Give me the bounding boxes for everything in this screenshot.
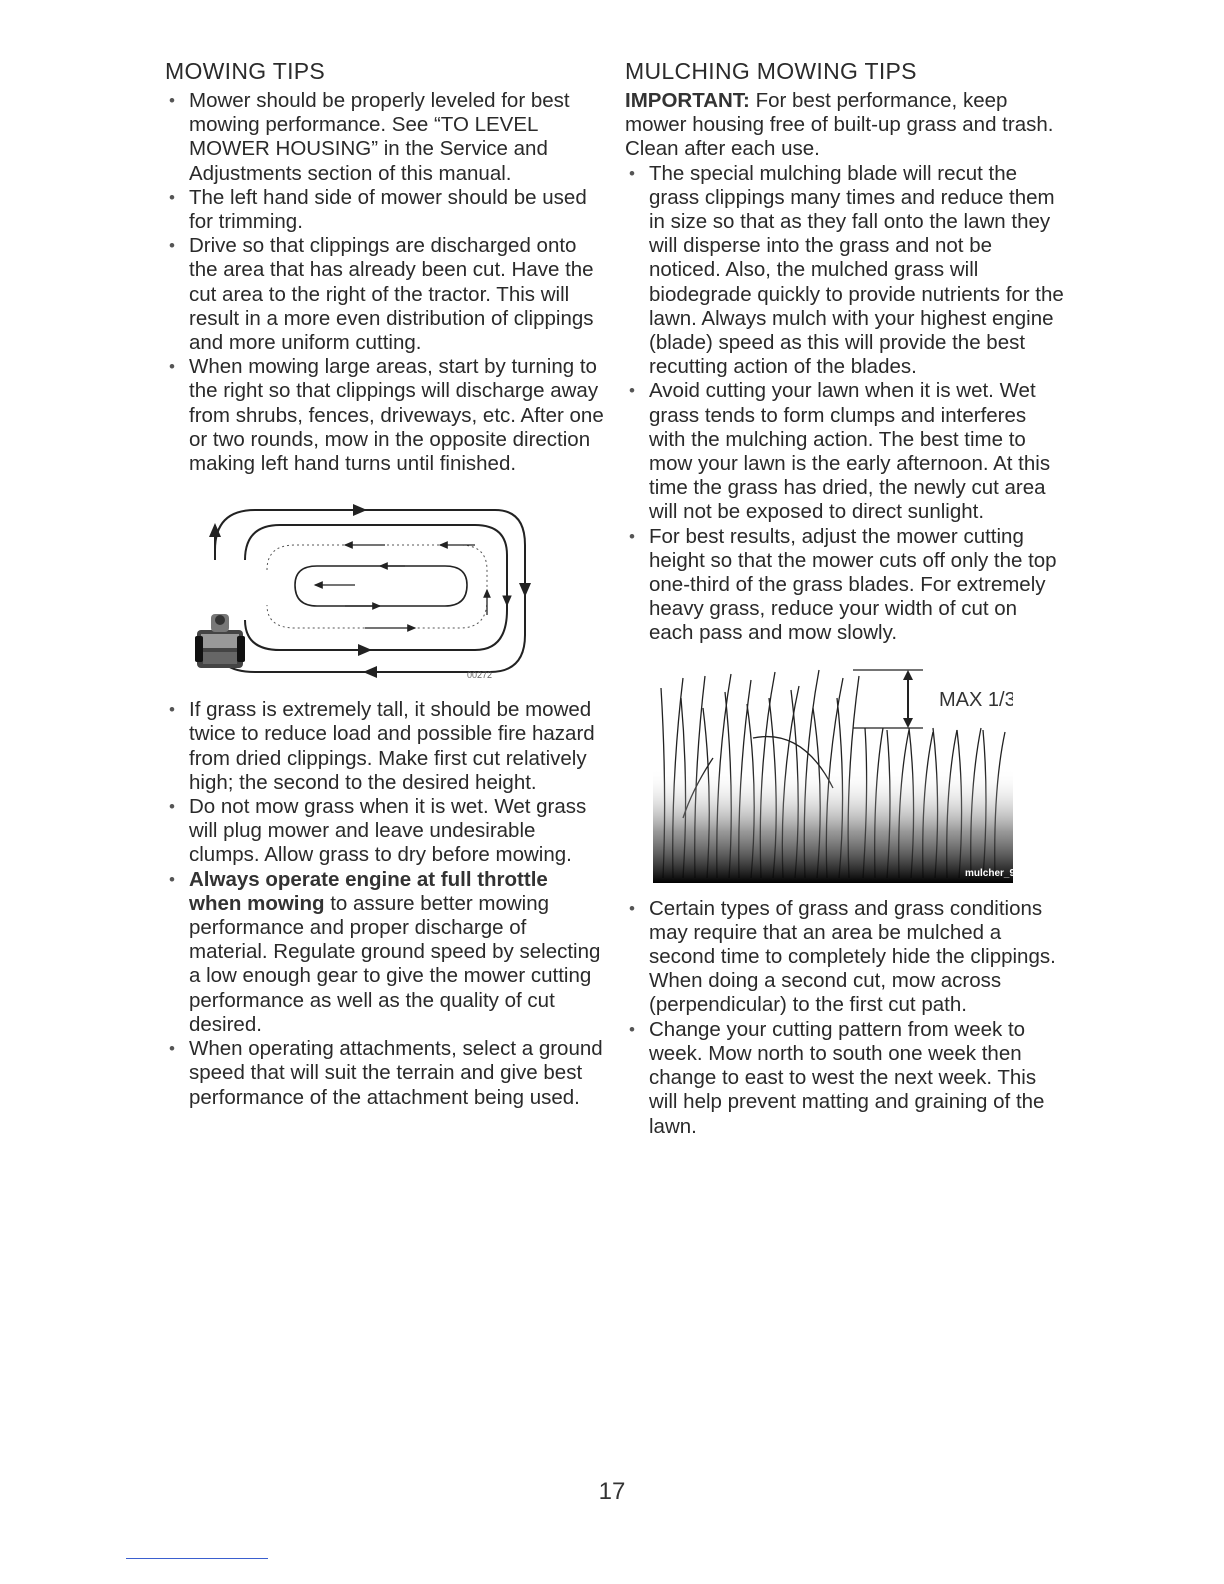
left-column: [165, 58, 605, 1110]
list-item: [165, 868, 605, 1037]
throttle-bold-text: Always operate engine at full throttle when mowing: [189, 867, 548, 915]
ground-shade: [653, 768, 1013, 883]
mowing-tips-heading: MOWING TIPS: [165, 58, 326, 84]
list-item: • Mower should be properly leveled for best mowing performance. See “TO LEVEL MOWER HOUSING” in the Service and Adjustments section of this manual.: [165, 89, 605, 186]
figure-code: 00272: [467, 670, 493, 681]
mulching-tips-list-2: [625, 897, 1065, 1139]
list-item: • When operating attachments, select a ground speed that will suit the terrain and give best performance of the attachment being used.: [165, 1037, 605, 1110]
page-number: 17: [598, 1478, 626, 1505]
mowing-pattern-diagram: [195, 500, 535, 680]
right-column: [625, 58, 1065, 1139]
mowing-pattern-figure: [195, 500, 535, 680]
mowing-tips-list-2: [165, 698, 605, 1109]
list-item: • Avoid cutting your lawn when it is wet. Wet grass tends to form clumps and interferes with the mulching action. The best time to mow your lawn is the early afternoon. At this time the grass has dried, the newly cut area will not be exposed to direct sunlight.: [625, 379, 1065, 524]
list-item: • When mowing large areas, start by turning to the right so that clippings will discharge away from shrubs, fences, driveways, etc. After one or two rounds, mow in the opposite direction making left hand turns until finished.: [165, 355, 605, 476]
grass-diagram: [653, 668, 1013, 883]
max-label: MAX 1/3: [939, 688, 1013, 711]
figure-code: mulcher_9: [965, 867, 1013, 879]
list-item: • Change your cutting pattern from week to week. Mow north to south one week then change to east to west the next week. This will help prevent matting and graining of the lawn.: [625, 1018, 1065, 1139]
inner-path: [295, 566, 467, 606]
list-item: • The special mulching blade will recut the grass clippings many times and reduce them in size so that as they fall onto the lawn they will disperse into the grass and not be noticed. Also, the mulched grass will biodegrade quickly to provide nutrients for the lawn. Always mulch with your highest engine (blade) speed as this will provide the best recutting action of the blades.: [625, 162, 1065, 380]
list-item: • The left hand side of mower should be used for trimming.: [165, 186, 605, 234]
list-item: • Certain types of grass and grass conditions may require that an area be mulched a second time to completely hide the clippings. When doing a second cut, mow across (perpendicular) to the first cut path.: [625, 897, 1065, 1018]
list-item: • For best results, adjust the mower cutting height so that the mower cuts off only the top one-third of the grass blades. For extremely heavy grass, reduce your width of cut on each pass and mow slowly.: [625, 525, 1065, 646]
mowing-tips-list: [165, 89, 605, 476]
footer-rule: [126, 1558, 268, 1559]
important-text: For best performance, keep mower housing free of built-up grass and trash. Clean after each use.: [625, 89, 1054, 161]
list-item: • Do not mow grass when it is wet. Wet grass will plug mower and leave undesirable clumps. Allow grass to dry before mowing.: [165, 795, 605, 868]
important-note: [625, 89, 1065, 162]
important-label: IMPORTANT:: [625, 89, 750, 112]
list-item: • Drive so that clippings are discharged onto the area that has already been cut. Have the cut area to the right of the tractor. This will result in a more even distribution of clippings and more uniform cutting.: [165, 234, 605, 355]
mulching-tips-heading: MULCHING MOWING TIPS: [625, 58, 917, 84]
mulching-tips-list: [625, 162, 1065, 646]
throttle-text: to assure better mowing performance and proper discharge of material. Regulate ground speed by selecting a low enough gear to give the mower cutting performance as well as the quality of cut desired.: [189, 891, 601, 1036]
third-path: [267, 545, 487, 628]
tractor-icon: [195, 614, 245, 668]
grass-height-figure: [653, 668, 1013, 883]
list-item: • If grass is extremely tall, it should be mowed twice to reduce load and possible fire hazard from dried clippings. Make first cut relatively high; the second to the desired height.: [165, 698, 605, 795]
